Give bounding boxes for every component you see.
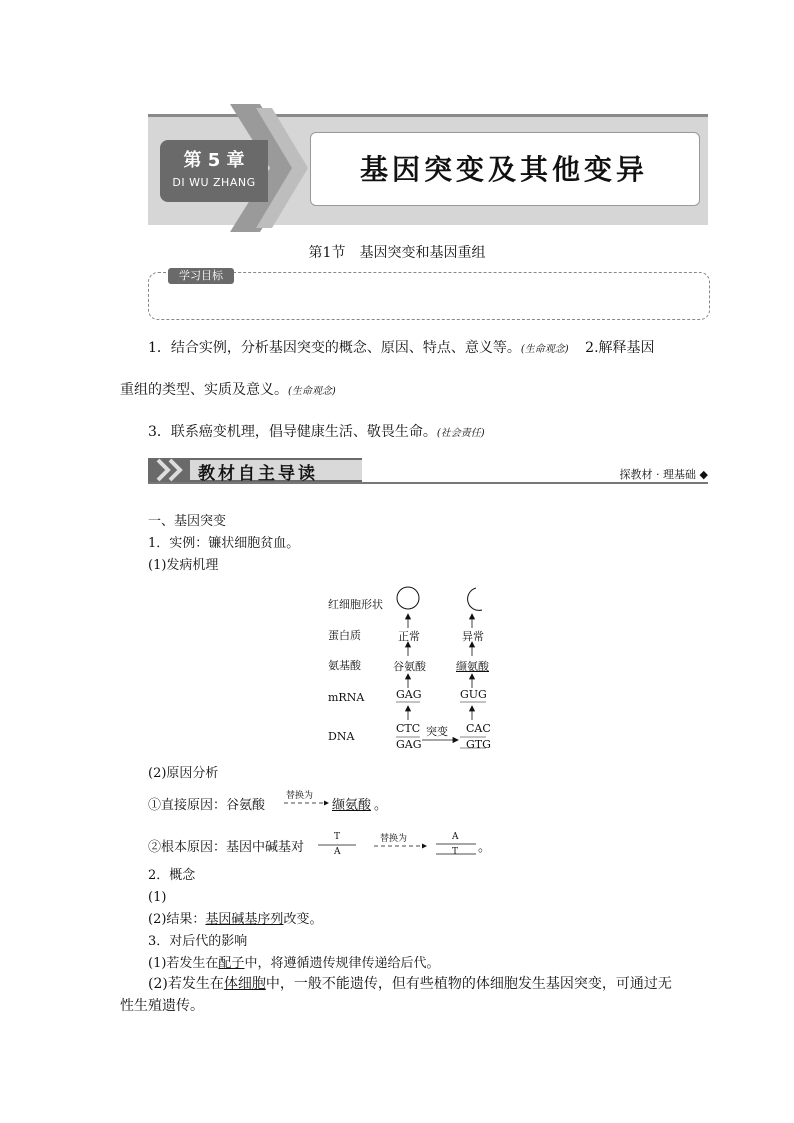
- mutant-dna-bottom: GTG: [466, 738, 491, 751]
- row-label-mrna: mRNA: [328, 691, 365, 704]
- mutation-label: 突变: [426, 725, 448, 738]
- line-gamete: [148, 954, 439, 974]
- new-bottom-base: T: [452, 847, 459, 857]
- direct-arrow-label: 替换为: [286, 791, 314, 801]
- line-mechanism: (1)发病机理: [148, 558, 219, 573]
- row-label-amino-acid: 氨基酸: [328, 659, 361, 672]
- row-label-cell-shape: 红细胞形状: [328, 598, 383, 611]
- goal-1-text: 1．结合实例，分析基因突变的概念、原因、特点、意义等。: [148, 340, 521, 356]
- line-example: 1．实例：镰状细胞贫血。: [148, 536, 300, 551]
- abnormal-mrna: GUG: [460, 688, 487, 701]
- section-bar-title: 教材自主导读: [198, 464, 318, 484]
- somatic-post: 中，一般不能遗传，但有些植物的体细胞发生基因突变，可通过无: [265, 976, 672, 992]
- goal-2-tag: (生命观念): [288, 386, 336, 397]
- normal-mrna: GAG: [396, 688, 422, 701]
- section-title: 第1节 基因突变和基因重组: [308, 245, 486, 261]
- mutant-dna-top: CAC: [466, 722, 491, 735]
- goal-2: [120, 380, 336, 402]
- replace-arrow-icon: [282, 798, 332, 808]
- section-bar-subtitle: [620, 466, 708, 482]
- row-label-protein: 蛋白质: [328, 629, 361, 642]
- direct-cause-result: 缬氨酸: [332, 798, 372, 813]
- line-concept-1: (1): [148, 890, 167, 905]
- row-label-dna: DNA: [328, 730, 355, 743]
- gamete-underlined: 配子: [218, 956, 245, 971]
- goals-label: 学习目标: [168, 268, 234, 284]
- replace-arrow-icon-2: [372, 841, 430, 851]
- chapter-pinyin: DI WU ZHANG: [172, 176, 256, 189]
- line-root-cause: ②根本原因：基因中碱基对: [148, 840, 305, 855]
- line-cause-analysis: (2)原因分析: [148, 766, 219, 781]
- line-asexual: 性生殖遗传。: [120, 998, 204, 1014]
- chapter-title: 基因突变及其他变异: [359, 153, 648, 186]
- somatic-underlined: 体细胞: [223, 976, 266, 992]
- line-somatic: [148, 974, 672, 994]
- goal-3-tag: (社会责任): [436, 428, 485, 439]
- goal-1: [148, 338, 655, 360]
- goal-2-text: 重组的类型、实质及意义。: [120, 382, 288, 398]
- goal-3: [148, 422, 485, 444]
- new-top-base: A: [452, 832, 459, 842]
- gamete-pre: (1)若发生在: [148, 956, 219, 971]
- direct-cause-end: 。: [374, 798, 388, 813]
- line-concept: 2．概念: [148, 868, 196, 883]
- goal-1-tag: (生命观念): [520, 344, 569, 355]
- double-chevron-icon: [154, 458, 194, 482]
- root-arrow-label: 替换为: [380, 834, 408, 844]
- line-offspring: 3．对后代的影响: [148, 934, 248, 949]
- goal-2-start: 2.解释基因: [585, 340, 655, 356]
- somatic-pre: (2)若发生在: [148, 976, 224, 992]
- direct-cause-text: ①直接原因：谷氨酸: [148, 798, 266, 813]
- normal-amino-acid: 谷氨酸: [393, 660, 426, 673]
- line-result: [148, 910, 322, 930]
- goal-3-text: 3．联系癌变机理，倡导健康生活、敬畏生命。: [148, 424, 437, 440]
- new-base-pair-lines: [436, 842, 478, 856]
- heading-gene-mutation: 一、基因突变: [148, 514, 227, 529]
- normal-protein: 正常: [398, 630, 420, 643]
- abnormal-protein: 异常: [462, 630, 484, 643]
- chapter-number: 第 5 章: [183, 150, 245, 171]
- diamond-icon: ◆: [699, 468, 708, 481]
- normal-cell-icon: [397, 587, 419, 609]
- normal-dna-top: CTC: [396, 722, 421, 735]
- root-bottom-base: A: [334, 847, 341, 857]
- abnormal-amino-acid: 缬氨酸: [456, 660, 489, 673]
- result-end: 改变。: [283, 912, 323, 927]
- normal-dna-bottom: GAG: [396, 738, 422, 751]
- base-pair-line: [318, 843, 358, 847]
- result-label: (2)结果：: [148, 912, 206, 927]
- section-bar-subtitle-text: 探教材 · 理基础: [619, 468, 697, 481]
- chapter-number-box: [160, 140, 268, 202]
- gamete-post: 中，将遵循遗传规律传递给后代。: [244, 956, 440, 971]
- line-direct-cause: [148, 796, 265, 816]
- root-top-base: T: [334, 832, 341, 842]
- root-cause-end: 。: [478, 840, 492, 855]
- result-underlined: 基因碱基序列: [205, 912, 284, 927]
- sickle-cell-icon: [468, 588, 482, 610]
